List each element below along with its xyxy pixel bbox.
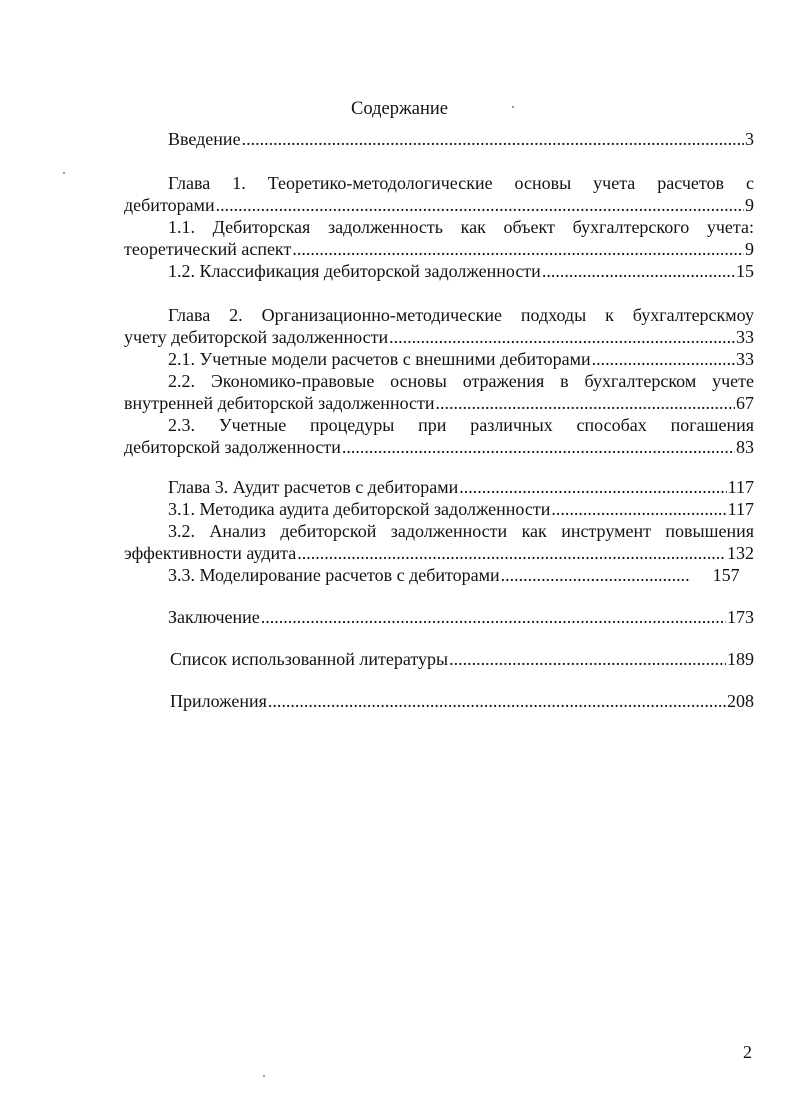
- scan-speck: [63, 172, 65, 174]
- toc-entry-3-2-line1: 3.2. Анализ дебиторской задолженности как инструмент повышения: [168, 521, 754, 541]
- page-title: Содержание: [351, 99, 448, 119]
- toc-entry-title: учету дебиторской задолженности: [124, 327, 389, 347]
- toc-entry-page: 189: [727, 649, 754, 669]
- toc-entry-title: Введение: [168, 129, 241, 149]
- scan-speck: [512, 106, 514, 108]
- toc-leader-dots: [297, 542, 726, 564]
- toc-entry-2-3-line2: [124, 436, 754, 458]
- toc-entry-2-3-line1: 2.3. Учетные процедуры при различных способах погашения: [168, 415, 754, 435]
- toc-entry-chapter-1-line2: [124, 194, 754, 216]
- toc-entry-1-2: [124, 260, 754, 282]
- toc-leader-dots: [242, 128, 744, 150]
- toc-leader-dots: [542, 260, 735, 282]
- toc-entry-3-3: [124, 564, 754, 586]
- toc-entry-page: 157: [712, 565, 740, 585]
- toc-entry-title: эффективности аудита: [124, 543, 297, 563]
- toc-entry-page: 117: [727, 499, 754, 519]
- toc-entry-chapter-1-line1: Глава 1. Теоретико-методологические основы учета расчетов с: [168, 173, 754, 193]
- toc-entry-page: 208: [727, 691, 754, 711]
- toc-entry-page: 15: [736, 261, 754, 281]
- toc-leader-dots: [389, 326, 735, 348]
- toc-entry-title: дебиторами: [124, 195, 215, 215]
- toc-leader-dots: [436, 392, 735, 414]
- toc-leader-dots: [551, 498, 726, 520]
- toc-entry-title: внутренней дебиторской задолженности: [124, 393, 435, 413]
- toc-entry-2-1: [124, 348, 754, 370]
- toc-leader-dots: [501, 564, 691, 586]
- toc-leader-dots: [592, 348, 735, 370]
- toc-entry-intro: [124, 128, 754, 150]
- toc-entry-title: Список использованной литературы: [170, 649, 449, 669]
- toc-entry-page: 173: [727, 607, 754, 627]
- toc-entry-3-1: [124, 498, 754, 520]
- page-number: 2: [743, 1042, 752, 1062]
- toc-entry-chapter-2-line2: [124, 326, 754, 348]
- toc-entry-appendices: [124, 690, 754, 712]
- toc-leader-dots: [459, 476, 726, 498]
- toc-entry-conclusion: [124, 606, 754, 628]
- toc-entry-3-2-line2: [124, 542, 754, 564]
- toc-entry-title: 2.1. Учетные модели расчетов с внешними дебиторами: [168, 349, 591, 369]
- toc-entry-1-1-line1: 1.1. Дебиторская задолженность как объект бухгалтерского учета:: [168, 217, 754, 237]
- toc-leader-dots: [261, 606, 726, 628]
- toc-entry-page: 83: [736, 437, 754, 457]
- toc-leader-dots: [292, 238, 744, 260]
- toc-entry-page: 33: [736, 349, 754, 369]
- scan-speck: [263, 1075, 265, 1077]
- toc-entry-chapter-3: [124, 476, 754, 498]
- toc-entry-title: дебиторской задолженности: [124, 437, 341, 457]
- toc-entry-page: 9: [745, 195, 754, 215]
- toc-entry-2-2-line2: [124, 392, 754, 414]
- toc-entry-1-1-line2: [124, 238, 754, 260]
- toc-entry-page: 67: [736, 393, 754, 413]
- toc-entry-title: 1.2. Классификация дебиторской задолженности: [168, 261, 541, 281]
- toc-entry-title: 3.3. Моделирование расчетов с дебиторами: [168, 565, 500, 585]
- toc-entry-page: 3: [745, 129, 754, 149]
- toc-leader-dots: [268, 690, 726, 712]
- toc-entry-page: 117: [727, 477, 754, 497]
- toc-entry-chapter-2-line1: Глава 2. Организационно-методические подходы к бухгалтерскмоу: [168, 305, 754, 325]
- toc-entry-page: 132: [727, 543, 754, 563]
- toc-entry-title: теоретический аспект: [124, 239, 292, 259]
- toc-entry-title: Приложения: [170, 691, 267, 711]
- toc-entry-title: Глава 3. Аудит расчетов с дебиторами: [168, 477, 459, 497]
- toc-leader-dots: [342, 436, 735, 458]
- toc-entry-title: Заключение: [168, 607, 260, 627]
- toc-entry-2-2-line1: 2.2. Экономико-правовые основы отражения в бухгалтерском учете: [168, 371, 754, 391]
- toc-entry-page: 9: [745, 239, 754, 259]
- toc-entry-title: 3.1. Методика аудита дебиторской задолженности: [168, 499, 551, 519]
- toc-leader-dots: [449, 648, 726, 670]
- toc-entry-references: [124, 648, 754, 670]
- toc-entry-page: 33: [736, 327, 754, 347]
- toc-leader-dots: [216, 194, 744, 216]
